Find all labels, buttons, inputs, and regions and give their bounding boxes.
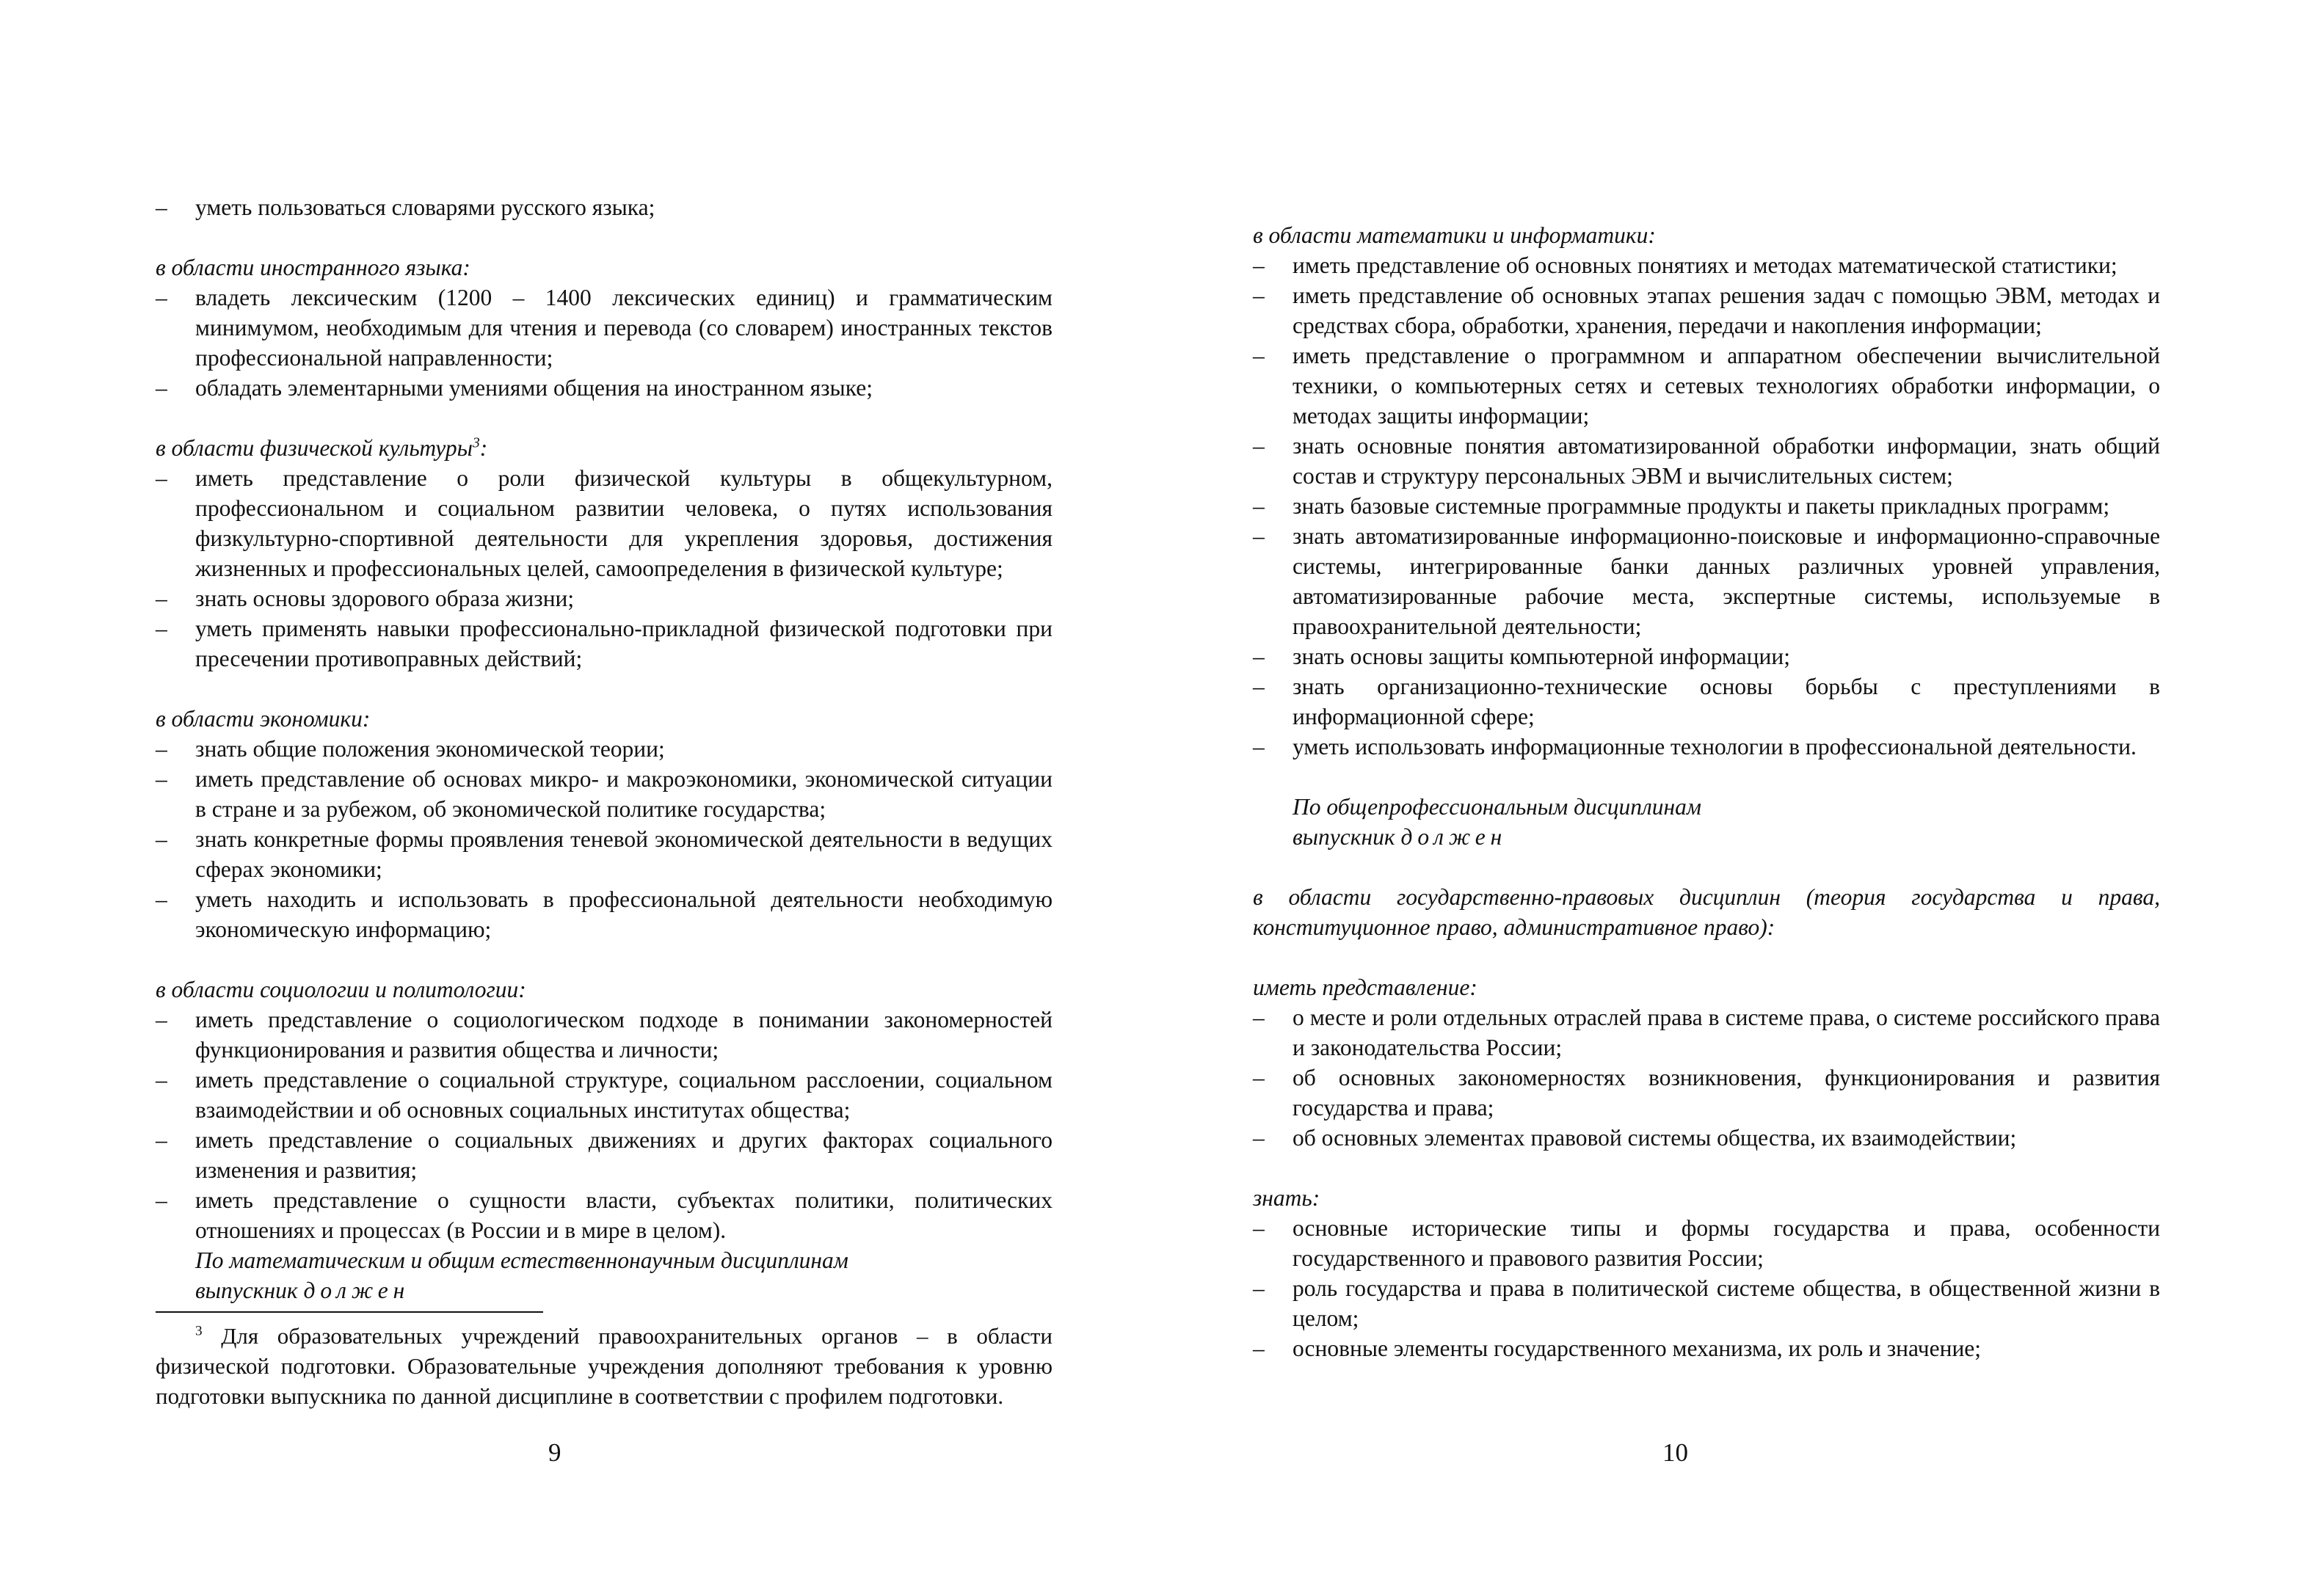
footnote-mark: 3 [195, 1323, 203, 1339]
list-item: – основные элементы государственного механизма, их роль и значение; [1253, 1333, 2160, 1363]
left-page-text [156, 192, 1053, 1305]
page-number: 9 [548, 1438, 561, 1467]
section-heading-text: в области физической культуры [156, 435, 473, 461]
list-item: – знать организационно-технические основы борьбы с преступлениями в информационной сфере; [1253, 671, 2160, 732]
list-item: – иметь представление об основах микро- и макроэкономики, экономической ситуации в стране и за рубежом, об экономической политике государства; [156, 764, 1053, 824]
closing-heading-must [156, 1275, 1053, 1305]
section-heading: иметь представление: [1253, 974, 1477, 1000]
closing-heading-line: По математическим и общим естественнонаучным дисциплинам [195, 1247, 848, 1273]
page-number: 10 [1662, 1438, 1688, 1467]
list-item: – знать конкретные формы проявления теневой экономической деятельности в ведущих сферах экономики; [156, 824, 1053, 884]
list-item: – знать общие положения экономической теории; [156, 734, 1053, 764]
footnote-divider [156, 1311, 543, 1313]
list-item: – владеть лексическим (1200 – 1400 лексических единиц) и грамматическим минимумом, необходимым для чтения и перевода (со словарем) иностранных текстов профессиональной направленности; [156, 283, 1053, 373]
list-item: – о месте и роли отдельных отраслей права в системе права, о системе российского права и законодательства России; [1253, 1002, 2160, 1063]
list-item: – иметь представление об основных этапах решения задач с помощью ЭВМ, методах и средствах сбора, обработки, хранения, передачи и накопления информации; [1253, 280, 2160, 340]
list-item: – иметь представление о социальной структуре, социальном расслоении, социальном взаимодействии и об основных социальных институтах общества; [156, 1065, 1053, 1125]
list-item: – знать базовые системные программные продукты и пакеты прикладных программ; [1253, 491, 2160, 521]
heading-suffix: : [479, 435, 488, 461]
right-page [1156, 0, 2312, 1596]
economics-list [156, 734, 1053, 944]
subheading-prefix: выпускник [1293, 824, 1395, 850]
subheading-spaced-word: должен [1400, 824, 1508, 850]
section-heading: в области иностранного языка: [156, 255, 470, 280]
list-item: – знать автоматизированные информационно-поисковые и информационно-справочные системы, интегрированные банки данных различных уровней управления, автоматизированные рабочие места, экспертные системы, используемые в правоохранительной деятельности; [1253, 521, 2160, 641]
list-item: – знать основы защиты компьютерной информации; [1253, 641, 2160, 671]
list-item: – иметь представление о программном и аппаратном обеспечении вычислительной техники, о компьютерных сетях и сетевых технологиях обработки информации, о методах защиты информации; [1253, 340, 2160, 431]
list-item: – иметь представление о сущности власти, субъектах политики, политических отношениях и процессах (в России и в мире в целом). [156, 1185, 1053, 1245]
list-item: – об основных элементах правовой системы общества, их взаимодействии; [1253, 1123, 2160, 1153]
footnote-text: Для образовательных учреждений правоохранительных органов – в области физической подготовки. Образовательные учреждения дополняют требования к уровню подготовки выпускника по данной дисциплине в соответствии с профилем подготовки. [156, 1323, 1053, 1409]
closing-prefix: выпускник [195, 1278, 298, 1303]
section-heading-physical-culture [156, 433, 1053, 463]
top-list [156, 192, 1053, 222]
foreign-language-list [156, 283, 1053, 403]
list-item: – знать основные понятия автоматизированной обработки информации, знать общий состав и структуру персональных ЭВМ и вычислительных систем; [1253, 431, 2160, 491]
section-heading: в области социологии и политологии: [156, 977, 526, 1002]
subheading-must [1253, 822, 2160, 852]
footnote [156, 1321, 1053, 1411]
list-item: – основные исторические типы и формы государства и права, особенности государственного и правового развития России; [1253, 1213, 2160, 1273]
list-item: – об основных закономерностях возникновения, функционирования и развития государства и права; [1253, 1063, 2160, 1123]
subheading-line: По общепрофессиональным дисциплинам [1293, 794, 1702, 820]
list-item: – иметь представление об основных понятиях и методах математической статистики; [1253, 250, 2160, 280]
section-heading: в области математики и информатики: [1253, 222, 1656, 248]
list-item: – уметь пользоваться словарями русского языка; [156, 192, 1053, 222]
section-heading: знать: [1253, 1185, 1320, 1211]
represent-list [1253, 1002, 2160, 1153]
math-informatics-list [1253, 250, 2160, 762]
list-item: – иметь представление о социологическом подходе в понимании закономерностей функционирования и развития общества и личности; [156, 1005, 1053, 1065]
list-item: – обладать элементарными умениями общения на иностранном языке; [156, 373, 1053, 403]
right-page-text [1253, 220, 2160, 1363]
list-item: – знать основы здорового образа жизни; [156, 583, 1053, 613]
list-item: – иметь представление о социальных движениях и других факторах социального изменения и развития; [156, 1125, 1053, 1185]
list-item: – уметь находить и использовать в профессиональной деятельности необходимую экономическую информацию; [156, 884, 1053, 944]
closing-spaced-word: должен [303, 1278, 410, 1303]
state-law-heading: в области государственно-правовых дисциплин (теория государства и права, конституционное право, административное право): [1253, 884, 2160, 940]
section-heading: в области экономики: [156, 706, 371, 732]
list-item: – уметь использовать информационные технологии в профессиональной деятельности. [1253, 732, 2160, 762]
footnote-reference: 3 [472, 435, 480, 451]
list-item: – уметь применять навыки профессионально-прикладной физической подготовки при пресечении противоправных действий; [156, 613, 1053, 674]
list-item: – иметь представление о роли физической культуры в общекультурном, профессиональном и социальном развитии человека, о путях использования физкультурно-спортивной деятельности для укрепления здоровья, достижения жизненных и профессиональных целей, самоопределения в физической культуре; [156, 463, 1053, 583]
physical-culture-list [156, 463, 1053, 674]
list-item: – роль государства и права в политической системе общества, в общественной жизни в целом; [1253, 1273, 2160, 1333]
sociology-list [156, 1005, 1053, 1245]
know-list [1253, 1213, 2160, 1363]
